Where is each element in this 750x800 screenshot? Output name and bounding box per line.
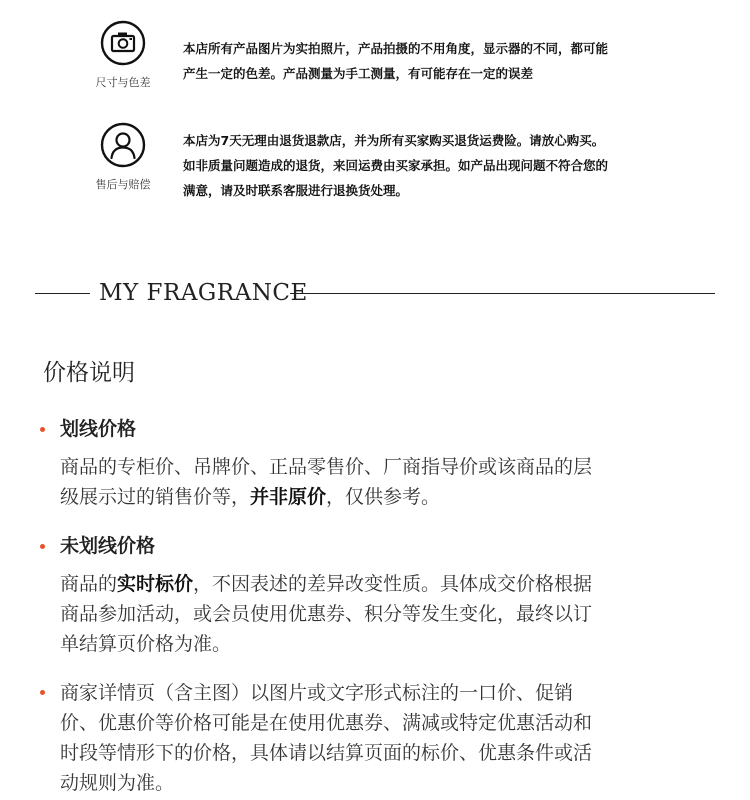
notice-line: 如非质量问题造成的退货，来回运费由买家承担。如产品出现问题不符合您的 — [183, 158, 609, 173]
price-section-title: 价格说明 — [43, 360, 135, 386]
notice-text — [183, 128, 713, 203]
item-body-line: 时段等情形下的价格，具体请以结算页面的标价、优惠条件或活 — [60, 742, 593, 764]
divider-line-left — [35, 293, 90, 294]
item-body-line — [60, 482, 680, 512]
bullet-dot-icon — [40, 544, 45, 549]
notice-line: 本店为7天无理由退货退款店，并为所有买家购买退货运费险。请放心购买。 — [183, 133, 605, 148]
notice-line: 产生一定的色差。产品测量为手工测量，有可能存在一定的误差 — [183, 66, 534, 81]
notice-icon-block — [88, 20, 158, 90]
notice-line: 本店所有产品图片为实拍照片，产品拍摄的不用角度，显示器的不同，都可能 — [183, 41, 609, 56]
bullet-dot-icon — [40, 427, 45, 432]
section-divider — [0, 280, 750, 308]
camera-icon — [100, 20, 146, 66]
item-text: ，不因表述的差异改变性质。具体成交价格根据 — [193, 573, 593, 595]
bullet-dot-icon — [40, 690, 45, 695]
notice-icon-block — [88, 122, 158, 192]
item-body-line: 商品的专柜价、吊牌价、正品零售价、厂商指导价或该商品的层 — [60, 456, 593, 478]
item-body — [60, 678, 680, 798]
item-bold-text: 实时标价 — [117, 573, 194, 595]
item-body-line: 单结算页价格为准。 — [60, 633, 232, 655]
item-text: 商品的 — [60, 573, 118, 595]
item-body-line — [60, 569, 680, 599]
notice-caption: 尺寸与色差 — [95, 76, 151, 89]
notice-caption: 售后与赔偿 — [95, 178, 151, 191]
item-body — [60, 569, 680, 659]
item-body-line: 商家详情页（含主图）以图片或文字形式标注的一口价、促销 — [60, 682, 574, 704]
item-body-line: 商品参加活动，或会员使用优惠券、积分等发生变化，最终以订 — [60, 603, 593, 625]
notice-size-color — [0, 14, 750, 104]
item-heading: 未划线价格 — [60, 535, 156, 557]
item-body — [60, 452, 680, 512]
item-bold-text: 并非原价 — [250, 486, 327, 508]
item-text: 级展示过的销售价等， — [60, 486, 251, 508]
notice-line: 满意，请及时联系客服进行退换货处理。 — [183, 183, 409, 198]
item-body-line: 动规则为准。 — [60, 772, 175, 794]
divider-line-right — [290, 293, 715, 294]
notice-text — [183, 36, 713, 86]
user-icon — [100, 122, 146, 168]
divider-title: MY FRAGRANCE — [99, 280, 308, 306]
item-heading: 划线价格 — [60, 418, 137, 440]
item-body-line: 价、优惠价等价格可能是在使用优惠券、满减或特定优惠活动和 — [60, 712, 593, 734]
item-text: ，仅供参考。 — [326, 486, 441, 508]
notice-after-sales — [0, 118, 750, 213]
